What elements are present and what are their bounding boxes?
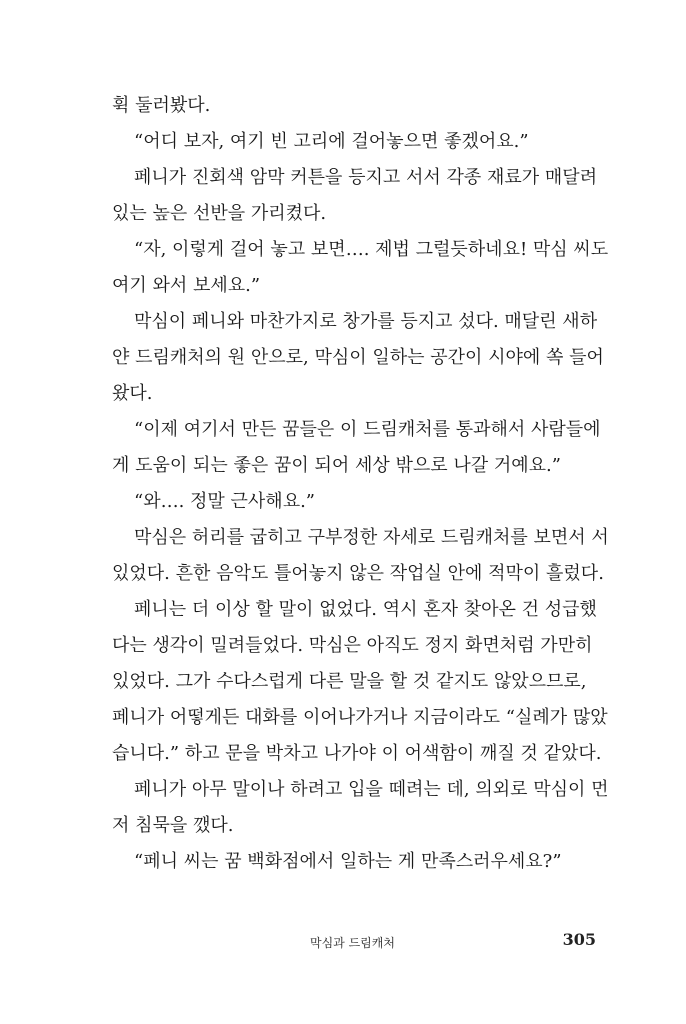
running-title: 막심과 드림캐처	[310, 936, 395, 950]
body-text	[112, 88, 609, 880]
body-line: 있었다. 흔한 음악도 틀어놓지 않은 작업실 안에 적막이 흘렀다.	[112, 563, 604, 584]
body-line: “페니 씨는 꿈 백화점에서 일하는 게 만족스러우세요?”	[134, 851, 562, 872]
page-footer	[0, 928, 686, 958]
body-line: 휙 둘러봤다.	[112, 95, 211, 116]
body-line: 습니다.” 하고 문을 박차고 나가야 이 어색함이 깨질 것 같았다.	[112, 743, 602, 764]
body-line: “와…. 정말 근사해요.”	[134, 491, 316, 512]
body-line: 다는 생각이 밀려들었다. 막심은 아직도 정지 화면처럼 가만히	[112, 635, 593, 656]
body-line: “자, 이렇게 걸어 놓고 보면…. 제법 그럴듯하네요! 막심 씨도	[134, 239, 609, 260]
body-line: 저 침묵을 깼다.	[112, 815, 234, 836]
body-line: 여기 와서 보세요.”	[112, 275, 261, 296]
body-line: 페니가 진회색 암막 커튼을 등지고 서서 각종 재료가 매달려	[134, 167, 598, 188]
body-line: “어디 보자, 여기 빈 고리에 걸어놓으면 좋겠어요.”	[134, 131, 529, 152]
page-number: 305	[562, 930, 596, 949]
body-line: 페니는 더 이상 할 말이 없었다. 역시 혼자 찾아온 건 성급했	[134, 599, 597, 620]
body-line: “이제 여기서 만든 꿈들은 이 드림캐처를 통과해서 사람들에	[134, 419, 601, 440]
body-line: 막심은 허리를 굽히고 구부정한 자세로 드림캐처를 보면서 서	[134, 527, 609, 548]
body-line: 있는 높은 선반을 가리켰다.	[112, 203, 327, 224]
body-line: 페니가 어떻게든 대화를 이어나가거나 지금이라도 “실례가 많았	[112, 707, 608, 728]
body-line: 있었다. 그가 수다스럽게 다른 말을 할 것 같지도 않았으므로,	[112, 671, 587, 692]
body-line: 게 도움이 되는 좋은 꿈이 되어 세상 밖으로 나갈 거예요.”	[112, 455, 561, 476]
body-line: 왔다.	[112, 383, 153, 404]
body-line: 얀 드림캐처의 원 안으로, 막심이 일하는 공간이 시야에 쏙 들어	[112, 347, 604, 368]
body-line: 막심이 페니와 마찬가지로 창가를 등지고 섰다. 매달린 새하	[134, 311, 598, 332]
body-line: 페니가 아무 말이나 하려고 입을 떼려는 데, 의외로 막심이 먼	[134, 779, 609, 800]
